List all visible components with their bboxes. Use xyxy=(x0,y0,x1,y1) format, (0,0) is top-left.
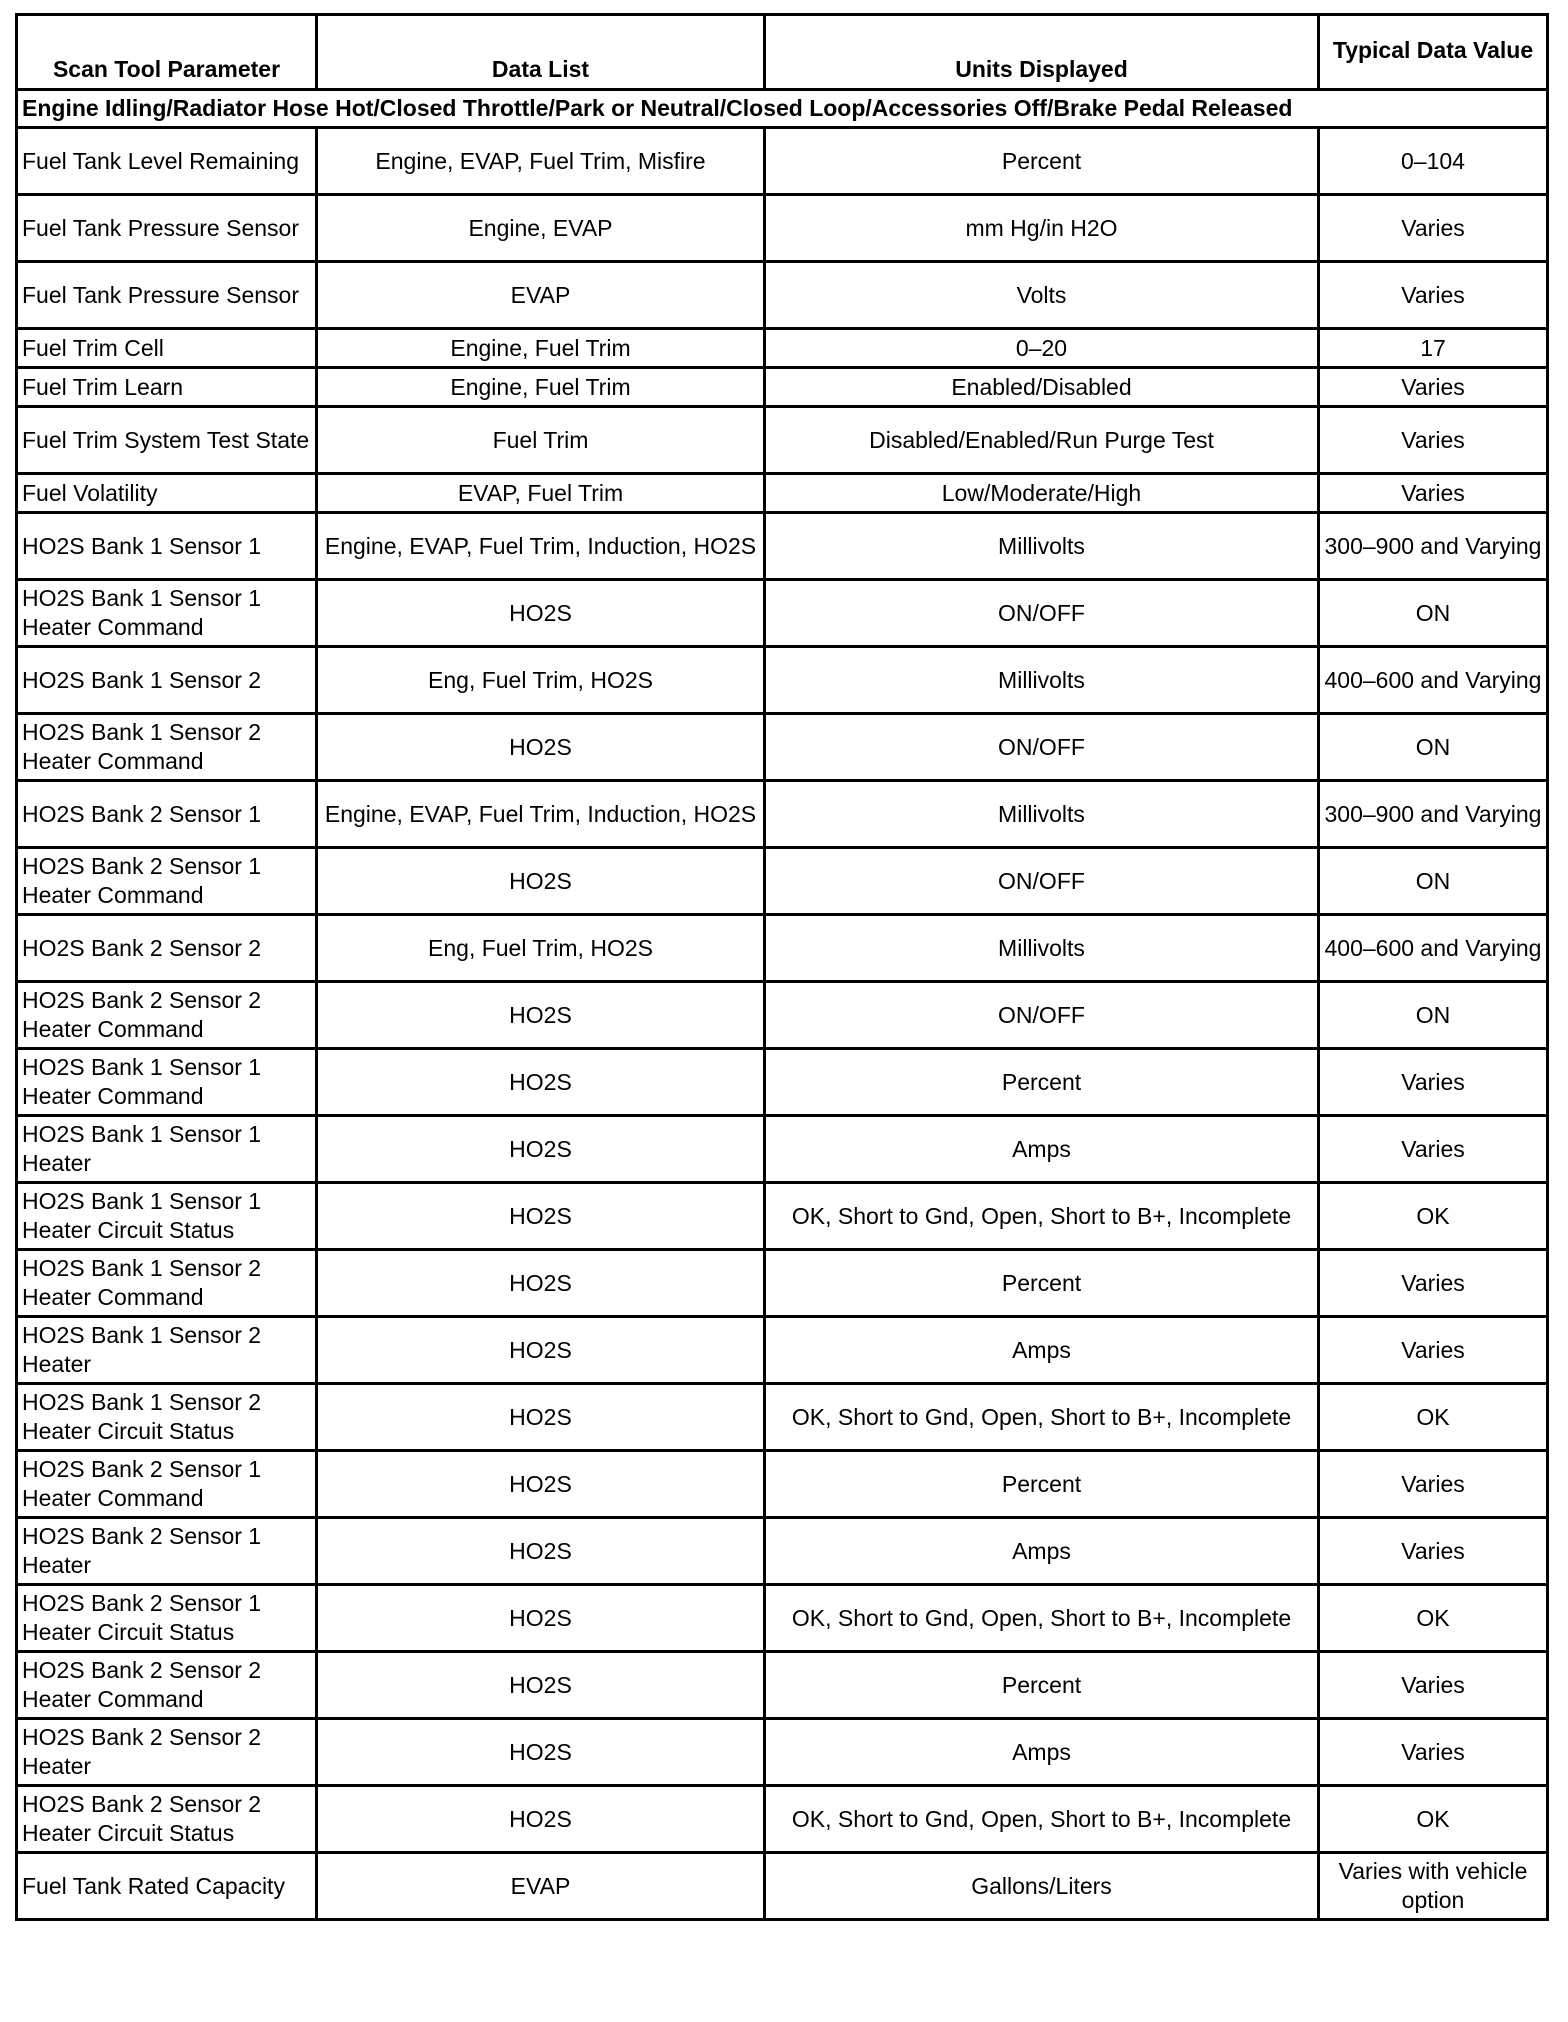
parameter-cell: HO2S Bank 2 Sensor 2 xyxy=(17,915,317,982)
typical-value-cell: OK xyxy=(1319,1786,1548,1853)
typical-value-cell: OK xyxy=(1319,1585,1548,1652)
typical-value-cell: Varies with vehicle option xyxy=(1319,1853,1548,1920)
data-list-cell: Engine, EVAP, Fuel Trim, Misfire xyxy=(317,128,765,195)
parameter-cell: HO2S Bank 1 Sensor 1 Heater Circuit Status xyxy=(17,1183,317,1250)
table-row xyxy=(17,848,1548,915)
typical-value-cell: 17 xyxy=(1319,329,1548,368)
parameter-cell: HO2S Bank 1 Sensor 2 Heater Circuit Status xyxy=(17,1384,317,1451)
parameter-cell: HO2S Bank 2 Sensor 1 Heater Command xyxy=(17,1451,317,1518)
table-row xyxy=(17,1786,1548,1853)
table-row xyxy=(17,407,1548,474)
typical-value-cell: ON xyxy=(1319,714,1548,781)
parameter-cell: Fuel Tank Level Remaining xyxy=(17,128,317,195)
table-row xyxy=(17,982,1548,1049)
parameter-cell: HO2S Bank 2 Sensor 2 Heater Command xyxy=(17,982,317,1049)
header-row xyxy=(17,15,1548,90)
data-list-cell: Engine, EVAP, Fuel Trim, Induction, HO2S xyxy=(317,513,765,580)
typical-value-cell: 300–900 and Varying xyxy=(1319,513,1548,580)
data-list-cell: HO2S xyxy=(317,1317,765,1384)
parameter-cell: HO2S Bank 2 Sensor 1 xyxy=(17,781,317,848)
typical-value-cell: Varies xyxy=(1319,1116,1548,1183)
data-list-cell: HO2S xyxy=(317,1719,765,1786)
data-list-cell: HO2S xyxy=(317,1049,765,1116)
typical-value-cell: 300–900 and Varying xyxy=(1319,781,1548,848)
data-list-cell: Engine, EVAP, Fuel Trim, Induction, HO2S xyxy=(317,781,765,848)
units-cell: Amps xyxy=(765,1317,1319,1384)
data-list-cell: Fuel Trim xyxy=(317,407,765,474)
header-units-displayed: Units Displayed xyxy=(765,15,1319,90)
parameter-cell: HO2S Bank 2 Sensor 2 Heater Circuit Status xyxy=(17,1786,317,1853)
data-list-cell: Engine, Fuel Trim xyxy=(317,368,765,407)
data-list-cell: HO2S xyxy=(317,1250,765,1317)
typical-value-cell: 400–600 and Varying xyxy=(1319,915,1548,982)
table-row xyxy=(17,714,1548,781)
units-cell: ON/OFF xyxy=(765,848,1319,915)
units-cell: Enabled/Disabled xyxy=(765,368,1319,407)
parameter-cell: Fuel Volatility xyxy=(17,474,317,513)
header-data-list: Data List xyxy=(317,15,765,90)
parameter-cell: Fuel Trim System Test State xyxy=(17,407,317,474)
units-cell: OK, Short to Gnd, Open, Short to B+, Incomplete xyxy=(765,1786,1319,1853)
table-row xyxy=(17,1451,1548,1518)
parameter-cell: HO2S Bank 1 Sensor 2 Heater xyxy=(17,1317,317,1384)
header-scan-tool-parameter: Scan Tool Parameter xyxy=(17,15,317,90)
units-cell: ON/OFF xyxy=(765,982,1319,1049)
units-cell: OK, Short to Gnd, Open, Short to B+, Incomplete xyxy=(765,1183,1319,1250)
data-list-cell: HO2S xyxy=(317,714,765,781)
table-row xyxy=(17,1116,1548,1183)
header-typical-data-value: Typical Data Value xyxy=(1319,15,1548,90)
units-cell: Millivolts xyxy=(765,781,1319,848)
data-list-cell: HO2S xyxy=(317,848,765,915)
units-cell: Volts xyxy=(765,262,1319,329)
typical-value-cell: 400–600 and Varying xyxy=(1319,647,1548,714)
typical-value-cell: Varies xyxy=(1319,1049,1548,1116)
table-row xyxy=(17,329,1548,368)
data-list-cell: HO2S xyxy=(317,1518,765,1585)
units-cell: Percent xyxy=(765,128,1319,195)
parameter-cell: HO2S Bank 1 Sensor 1 Heater Command xyxy=(17,580,317,647)
table-row xyxy=(17,195,1548,262)
units-cell: Percent xyxy=(765,1049,1319,1116)
units-cell: Disabled/Enabled/Run Purge Test xyxy=(765,407,1319,474)
typical-value-cell: ON xyxy=(1319,580,1548,647)
units-cell: Millivolts xyxy=(765,513,1319,580)
typical-value-cell: ON xyxy=(1319,848,1548,915)
table-row xyxy=(17,128,1548,195)
units-cell: Percent xyxy=(765,1652,1319,1719)
data-list-cell: HO2S xyxy=(317,580,765,647)
parameter-cell: HO2S Bank 2 Sensor 2 Heater xyxy=(17,1719,317,1786)
data-list-cell: HO2S xyxy=(317,1384,765,1451)
typical-value-cell: 0–104 xyxy=(1319,128,1548,195)
typical-value-cell: Varies xyxy=(1319,1652,1548,1719)
data-list-cell: Eng, Fuel Trim, HO2S xyxy=(317,915,765,982)
parameter-cell: HO2S Bank 1 Sensor 1 Heater Command xyxy=(17,1049,317,1116)
data-list-cell: HO2S xyxy=(317,982,765,1049)
table-row xyxy=(17,1049,1548,1116)
typical-value-cell: Varies xyxy=(1319,1719,1548,1786)
typical-value-cell: Varies xyxy=(1319,195,1548,262)
parameter-cell: Fuel Trim Learn xyxy=(17,368,317,407)
parameter-cell: Fuel Trim Cell xyxy=(17,329,317,368)
table-row xyxy=(17,474,1548,513)
data-list-cell: Engine, Fuel Trim xyxy=(317,329,765,368)
units-cell: Millivolts xyxy=(765,915,1319,982)
units-cell: OK, Short to Gnd, Open, Short to B+, Incomplete xyxy=(765,1384,1319,1451)
parameter-cell: HO2S Bank 1 Sensor 2 xyxy=(17,647,317,714)
units-cell: ON/OFF xyxy=(765,580,1319,647)
typical-value-cell: Varies xyxy=(1319,1250,1548,1317)
units-cell: Millivolts xyxy=(765,647,1319,714)
typical-value-cell: Varies xyxy=(1319,1451,1548,1518)
units-cell: Percent xyxy=(765,1451,1319,1518)
parameter-cell: HO2S Bank 1 Sensor 1 xyxy=(17,513,317,580)
data-list-cell: HO2S xyxy=(317,1116,765,1183)
table-row xyxy=(17,1183,1548,1250)
section-conditions: Engine Idling/Radiator Hose Hot/Closed Throttle/Park or Neutral/Closed Loop/Accessories Off/Brake Pedal Released xyxy=(17,90,1548,128)
table-row xyxy=(17,1518,1548,1585)
table-row xyxy=(17,915,1548,982)
parameter-cell: Fuel Tank Rated Capacity xyxy=(17,1853,317,1920)
table-row xyxy=(17,1317,1548,1384)
parameter-cell: Fuel Tank Pressure Sensor xyxy=(17,262,317,329)
typical-value-cell: Varies xyxy=(1319,368,1548,407)
data-list-cell: EVAP, Fuel Trim xyxy=(317,474,765,513)
data-list-cell: HO2S xyxy=(317,1451,765,1518)
parameter-cell: HO2S Bank 2 Sensor 2 Heater Command xyxy=(17,1652,317,1719)
units-cell: ON/OFF xyxy=(765,714,1319,781)
typical-value-cell: Varies xyxy=(1319,407,1548,474)
table-row xyxy=(17,1652,1548,1719)
units-cell: Gallons/Liters xyxy=(765,1853,1319,1920)
table-row xyxy=(17,1250,1548,1317)
typical-value-cell: OK xyxy=(1319,1183,1548,1250)
table-row xyxy=(17,781,1548,848)
units-cell: Amps xyxy=(765,1719,1319,1786)
data-list-cell: HO2S xyxy=(317,1652,765,1719)
units-cell: Percent xyxy=(765,1250,1319,1317)
typical-value-cell: Varies xyxy=(1319,262,1548,329)
scan-tool-data-table xyxy=(15,13,1549,1921)
units-cell: mm Hg/in H2O xyxy=(765,195,1319,262)
data-list-cell: HO2S xyxy=(317,1786,765,1853)
parameter-cell: HO2S Bank 2 Sensor 1 Heater xyxy=(17,1518,317,1585)
data-list-cell: HO2S xyxy=(317,1585,765,1652)
table-row xyxy=(17,580,1548,647)
table-row xyxy=(17,262,1548,329)
units-cell: Amps xyxy=(765,1116,1319,1183)
typical-value-cell: OK xyxy=(1319,1384,1548,1451)
typical-value-cell: Varies xyxy=(1319,1317,1548,1384)
table-row xyxy=(17,1719,1548,1786)
parameter-cell: HO2S Bank 2 Sensor 1 Heater Circuit Status xyxy=(17,1585,317,1652)
parameter-cell: Fuel Tank Pressure Sensor xyxy=(17,195,317,262)
units-cell: 0–20 xyxy=(765,329,1319,368)
data-list-cell: EVAP xyxy=(317,1853,765,1920)
units-cell: Low/Moderate/High xyxy=(765,474,1319,513)
table-row xyxy=(17,1853,1548,1920)
parameter-cell: HO2S Bank 1 Sensor 2 Heater Command xyxy=(17,1250,317,1317)
typical-value-cell: ON xyxy=(1319,982,1548,1049)
data-list-cell: Eng, Fuel Trim, HO2S xyxy=(317,647,765,714)
table-row xyxy=(17,513,1548,580)
parameter-cell: HO2S Bank 1 Sensor 2 Heater Command xyxy=(17,714,317,781)
typical-value-cell: Varies xyxy=(1319,1518,1548,1585)
units-cell: Amps xyxy=(765,1518,1319,1585)
data-list-cell: EVAP xyxy=(317,262,765,329)
data-list-cell: HO2S xyxy=(317,1183,765,1250)
section-row xyxy=(17,90,1548,128)
table-row xyxy=(17,647,1548,714)
table-row xyxy=(17,1585,1548,1652)
data-list-cell: Engine, EVAP xyxy=(317,195,765,262)
units-cell: OK, Short to Gnd, Open, Short to B+, Incomplete xyxy=(765,1585,1319,1652)
parameter-cell: HO2S Bank 1 Sensor 1 Heater xyxy=(17,1116,317,1183)
parameter-cell: HO2S Bank 2 Sensor 1 Heater Command xyxy=(17,848,317,915)
table-row xyxy=(17,368,1548,407)
typical-value-cell: Varies xyxy=(1319,474,1548,513)
table-row xyxy=(17,1384,1548,1451)
